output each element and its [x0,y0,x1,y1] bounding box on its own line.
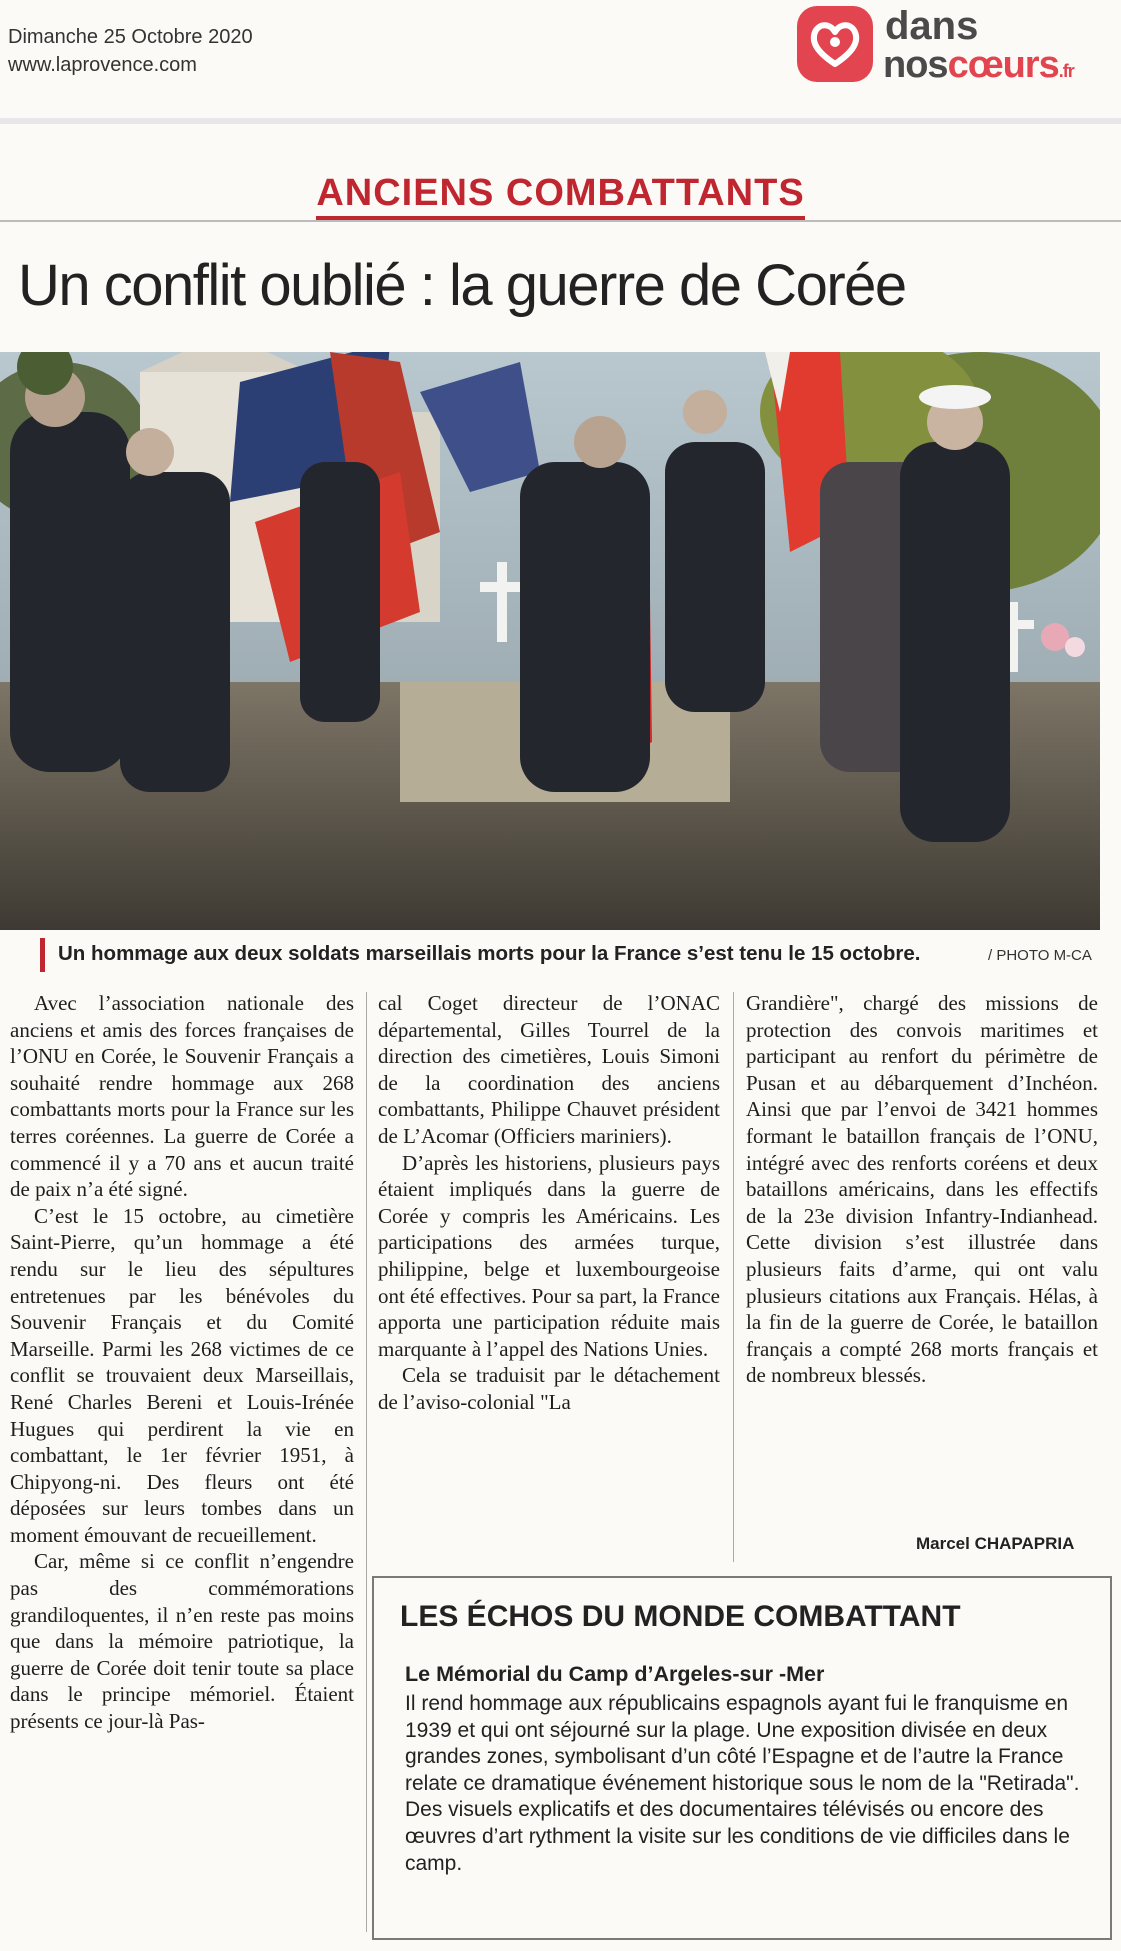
paragraph: Car, même si ce conflit n’engendre pas des commémorations grandiloquentes, il n’en reste pas moins que dans la mémoire patriotique, la guerre de Corée doit tenir toute sa place dans le principe mémoriel. Étaient présents ce jour-là Pas- [10,1549,354,1734]
article-author: Marcel CHAPAPRIA [916,1534,1075,1553]
section-label [0,172,1121,215]
photo-credit: / PHOTO M-CA [988,947,1092,964]
paragraph: Grandière", chargé des missions de protection des convois maritimes et participant au renfort du périmètre de Pusan et au débarquement d’Inchéon. Ainsi que par l’envoi de 3421 hommes formant le bataillon français de l’ONU, intégré avec des renforts coréens et deux bataillons américains, dans les effectifs de la 23e division Infantry-Indianhead. Cette division s’est illustrée dans plusieurs faits d’arme, qui ont valu plusieurs citations aux Français. Hélas, à la fin de la guerre de Corée, le bataillon français a compté 268 morts français et de nombreux blessés. [746,991,1098,1388]
echos-body: Il rend hommage aux républicains espagnols ayant fui le franquisme en 1939 et qui ont séjourné sur la plage. Une exposition divisée en deux grandes zones, symbolisant d’un côté l’Espagne et de l’autre la France relate ce dramatique événement historique sous le nom de la "Retirada". Des visuels explicatifs et des documentaires télévisés ou encore des œuvres d’art rythment la visite sur les conditions de vie difficiles dans le camp. [405,1692,1080,1875]
logo-text-line1: dans [885,4,979,48]
column-divider [733,992,734,1562]
logo-text-nos: nos [883,44,948,86]
echos-subtitle: Le Mémorial du Camp d’Argeles-sur -Mer [405,1662,825,1686]
article-column-3 [746,990,1098,1389]
article-headline: Un conflit oublié : la guerre de Corée [18,253,906,318]
edition-date: Dimanche 25 Octobre 2020 [8,26,253,48]
logo-text-coeurs: cœurs [947,44,1059,86]
paragraph: C’est le 15 octobre, au cimetière Saint-Pierre, qu’un hommage a été rendu sur le lieu des sépultures entretenues par les bénévoles du Souvenir Français et du Comité Marseille. Parmi les 268 victimes de ce conflit se trouvaient deux Marseillais, René Charles Bereni et Louis-Irénée Hugues qui perdirent la vie en combattant, le 1er février 1951, à Chipyong-ni. Des fleurs ont été déposées sur leurs tombes dans un moment émouvant de recueillement. [10,1203,354,1547]
echos-title: LES ÉCHOS DU MONDE COMBATTANT [400,1600,961,1633]
paragraph: Avec l’association nationale des anciens et amis des forces françaises de l’ONU en Corée, le Souvenir Français a souhaité rendre hommage aux 268 combattants morts pour la France sur les terres coréennes. La guerre de Corée a commencé il y a 70 ans et aucun traité de paix n’a été signé. [10,991,354,1202]
header-divider [0,118,1121,124]
article-photo [0,352,1100,930]
paragraph: D’après les historiens, plusieurs pays étaient impliqués dans la guerre de Corée y compris les Américains. Les participations des armées turque, philippine, belge et luxembourgeoise ont été effectives. Pour sa part, la France apporta une participation réduite mais marquante à l’appel des Nations Unies. [378,1150,720,1361]
article-column-1 [10,990,354,1735]
section-label-text: ANCIENS COMBATTANTS [316,172,804,220]
section-divider [0,220,1121,222]
photo-caption: Un hommage aux deux soldats marseillais morts pour la France s’est tenu le 15 octobre. [58,942,921,965]
heart-hands-icon [797,6,873,82]
caption-marker [40,938,45,972]
column-divider [366,992,367,1932]
dans-nos-coeurs-logo[interactable] [797,6,1117,90]
website-url[interactable]: www.laprovence.com [8,54,197,76]
logo-text-line2 [883,44,1074,87]
logo-text-fr: .fr [1058,61,1074,81]
paragraph: cal Coget directeur de l’ONAC départemental, Gilles Tourrel de la direction des cimetières, Louis Simoni de la coordination des anciens combattants, Philippe Chauvet président de L’Acomar (Officiers mariniers). [378,991,720,1148]
article-column-2 [378,990,720,1416]
paragraph: Cela se traduisit par le détachement de l’aviso-colonial "La [378,1363,720,1414]
